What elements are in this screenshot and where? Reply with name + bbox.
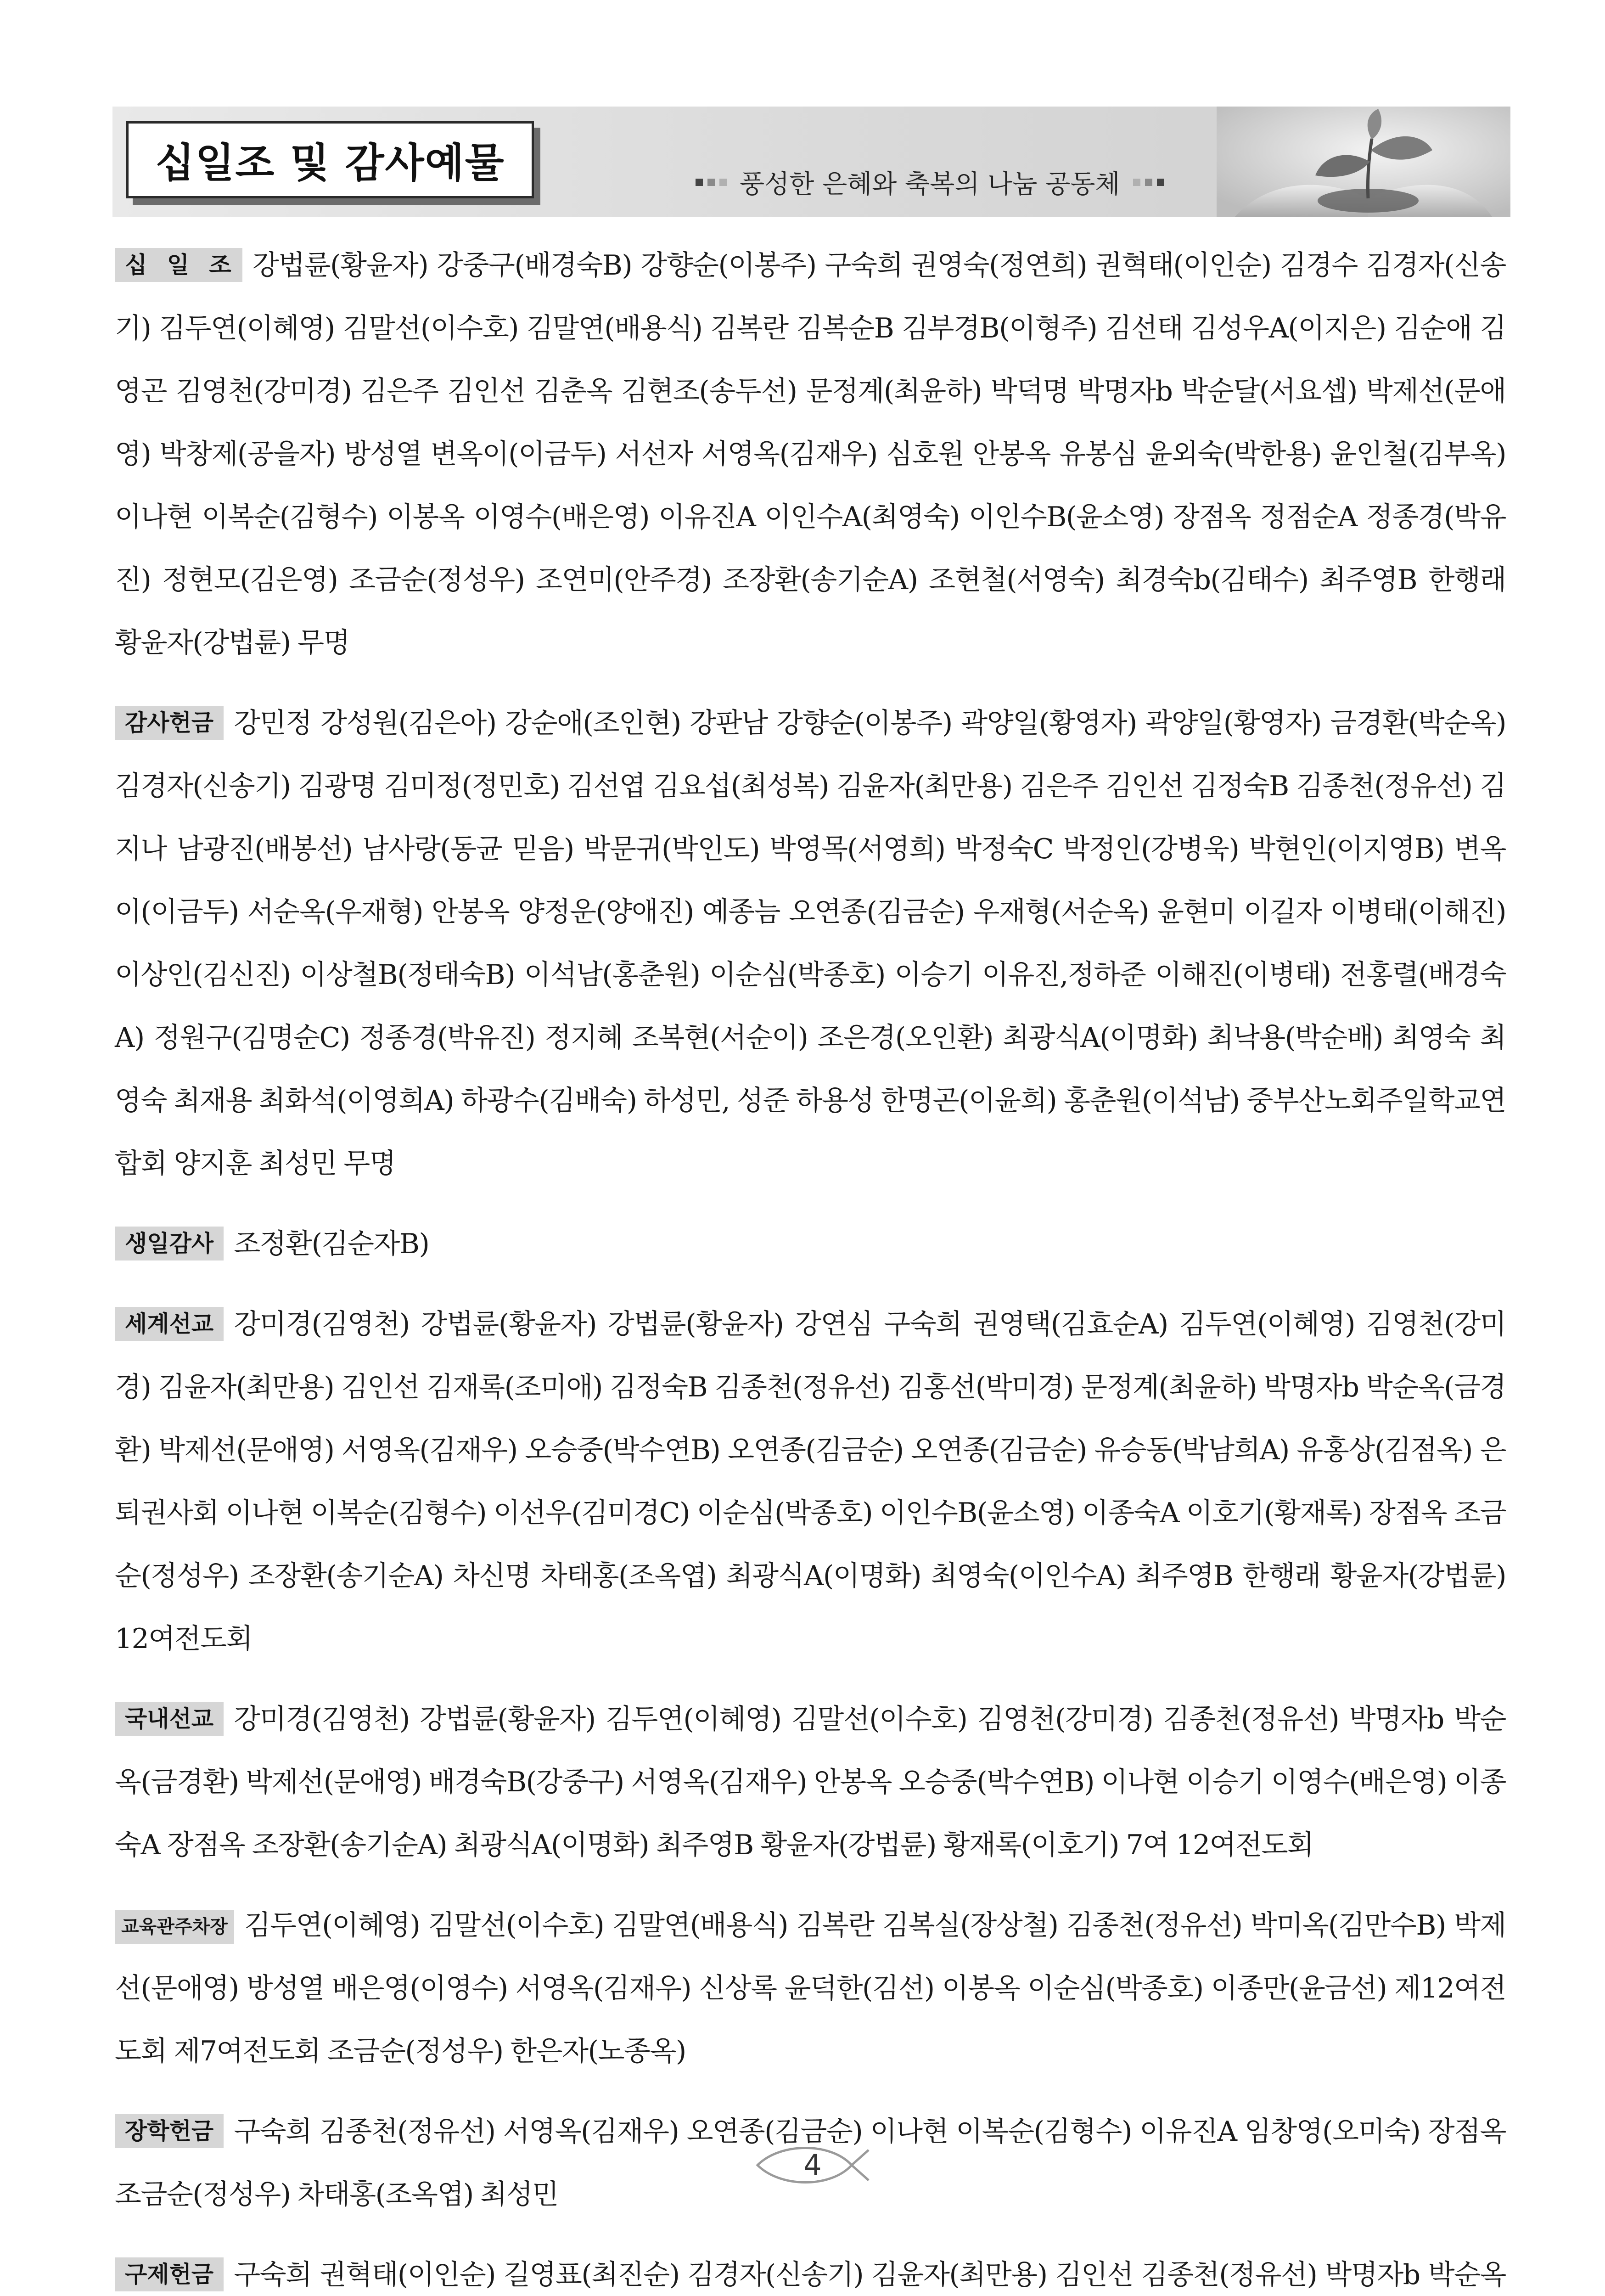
section-label: 십 일 조 (115, 248, 242, 282)
section-label: 장학헌금 (115, 2114, 224, 2148)
subtitle-text: 풍성한 은혜와 축복의 나눔 공동체 (740, 169, 1120, 199)
section-tithe (115, 234, 1506, 675)
sprout-hands-photo (1217, 107, 1510, 217)
section-label: 교육관주차장 (115, 1910, 234, 1944)
page-number: 4 (803, 2148, 822, 2182)
section-birthday (115, 1213, 1506, 1276)
section-label: 감사헌금 (115, 706, 224, 740)
section-names: 강민정 강성원(김은아) 강순애(조인현) 강판남 강향순(이봉주) 곽양일(황영자) 곽양일(황영자) 금경환(박순옥) 김경자(신송기) 김광명 김미정(정민호) 김선엽 김요섭(최성복) 김윤자(최만용) 김은주 김인선 김정숙B 김종천(정유선) 김지나 남광진(배봉선) 남사랑(동균 믿음) 박문귀(박인도) 박영목(서영희) 박정숙C 박정인(강병욱) 박현인(이지영B) 변옥이(이금두) 서순옥(우재형) 안봉옥 양정운(양애진) 예종늠 오연종(김금순) 우재형(서순옥) 윤현미 이길자 이병태(이해진) 이상인(김신진) 이상철B(정태숙B) 이석남(홍춘원) 이순심(박종호) 이승기 이유진,정하준 이해진(이병태) 전홍렬(배경숙A) 정원구(김명순C) 정종경(박유진) 정지혜 조복현(서순이) 조은경(오인환) 최광식A(이명화) 최낙용(박순배) 최영숙 최영숙 최재용 최화석(이영희A) 하광수(김배숙) 하성민, 성준 하용성 한명곤(이윤희) 홍춘원(이석남) 중부산노회주일학교연합회 양지훈 최성민 무명 (115, 707, 1506, 1180)
section-header (112, 107, 1510, 217)
section-names: 구숙희 권혁태(이인순) 길영표(최진순) 김경자(신송기) 김윤자(최만용) 김인선 김종천(정유선) 박명자b 박순옥 (234, 2259, 1506, 2291)
section-world-mission (115, 1293, 1506, 1671)
page-subtitle (696, 164, 1164, 201)
section-label: 세계선교 (115, 1307, 224, 1341)
section-names: 강미경(김영천) 강법륜(황윤자) 김두연(이혜영) 김말선(이수호) 김영천(강미경) 김종천(정유선) 박명자b 박순옥(금경환) 박제선(문애영) 배경숙B(강중구) 서영옥(김재우) 안봉옥 오승중(박수연B) 이나현 이승기 이영수(배은영) 이종숙A 장점옥 조장환(송기순A) 최광식A(이명화) 최주영B 황윤자(강법륜) 황재록(이호기) 7여 12여전도회 (115, 1703, 1506, 1861)
offering-list (115, 234, 1506, 2296)
section-relief (115, 2244, 1506, 2296)
page-title: 십일조 및 감사예물 (126, 121, 534, 198)
section-domestic-mission (115, 1688, 1506, 1877)
decorative-dots-right (1133, 179, 1164, 186)
decorative-dots-left (696, 179, 727, 186)
page-footer (753, 2140, 872, 2190)
section-thanksgiving (115, 692, 1506, 1195)
section-label: 구제헌금 (115, 2257, 224, 2291)
section-label: 생일감사 (115, 1227, 224, 1261)
section-names: 강미경(김영천) 강법륜(황윤자) 강법륜(황윤자) 강연심 구숙희 권영택(김효순A) 김두연(이혜영) 김영천(강미경) 김윤자(최만용) 김인선 김재록(조미애) 김정숙B 김종천(정유선) 김홍선(박미경) 문정계(최윤하) 박명자b 박순옥(금경환) 박제선(문애영) 서영옥(김재우) 오승중(박수연B) 오연종(김금순) 오연종(김금순) 유승동(박남희A) 유홍상(김점옥) 은퇴권사회 이나현 이복순(김형수) 이선우(김미경C) 이순심(박종호) 이인수B(윤소영) 이종숙A 이호기(황재록) 장점옥 조금순(정성우) 조장환(송기순A) 차신명 차태홍(조옥엽) 최광식A(이명화) 최영숙(이인수A) 최주영B 한행래 황윤자(강법륜) 12여전도회 (115, 1308, 1506, 1655)
section-names: 조정환(김순자B) (234, 1228, 429, 1260)
section-names: 김두연(이혜영) 김말선(이수호) 김말연(배용식) 김복란 김복실(장상철) 김종천(정유선) 박미옥(김만수B) 박제선(문애영) 방성열 배은영(이영수) 서영옥(김재우) 신상록 윤덕한(김선) 이봉옥 이순심(박종호) 이종만(윤금선) 제12여전도회 제7여전도회 조금순(정성우) 한은자(노종옥) (115, 1909, 1506, 2067)
section-names: 강법륜(황윤자) 강중구(배경숙B) 강향순(이봉주) 구숙희 권영숙(정연희) 권혁태(이인순) 김경수 김경자(신송기) 김두연(이혜영) 김말선(이수호) 김말연(배용식) 김복란 김복순B 김부경B(이형주) 김선태 김성우A(이지은) 김순애 김영곤 김영천(강미경) 김은주 김인선 김춘옥 김현조(송두선) 문정계(최윤하) 박덕명 박명자b 박순달(서요셉) 박제선(문애영) 박창제(공을자) 방성열 변옥이(이금두) 서선자 서영옥(김재우) 심호원 안봉옥 유봉심 윤외숙(박한용) 윤인철(김부옥) 이나현 이복순(김형수) 이봉옥 이영수(배은영) 이유진A 이인수A(최영숙) 이인수B(윤소영) 장점옥 정점순A 정종경(박유진) 정현모(김은영) 조금순(정성우) 조연미(안주경) 조장환(송기순A) 조현철(서영숙) 최경숙b(김태수) 최주영B 한행래 황윤자(강법륜) 무명 (115, 249, 1506, 659)
section-names: 구숙희 김종천(정유선) 서영옥(김재우) 오연종(김금순) 이나현 이복순(김형수) 이유진A 임창영(오미숙) 장점옥 조금순(정성우) 차태홍(조옥엽) 최성민 (115, 2116, 1506, 2211)
section-parking (115, 1894, 1506, 2083)
section-label: 국내선교 (115, 1702, 224, 1736)
